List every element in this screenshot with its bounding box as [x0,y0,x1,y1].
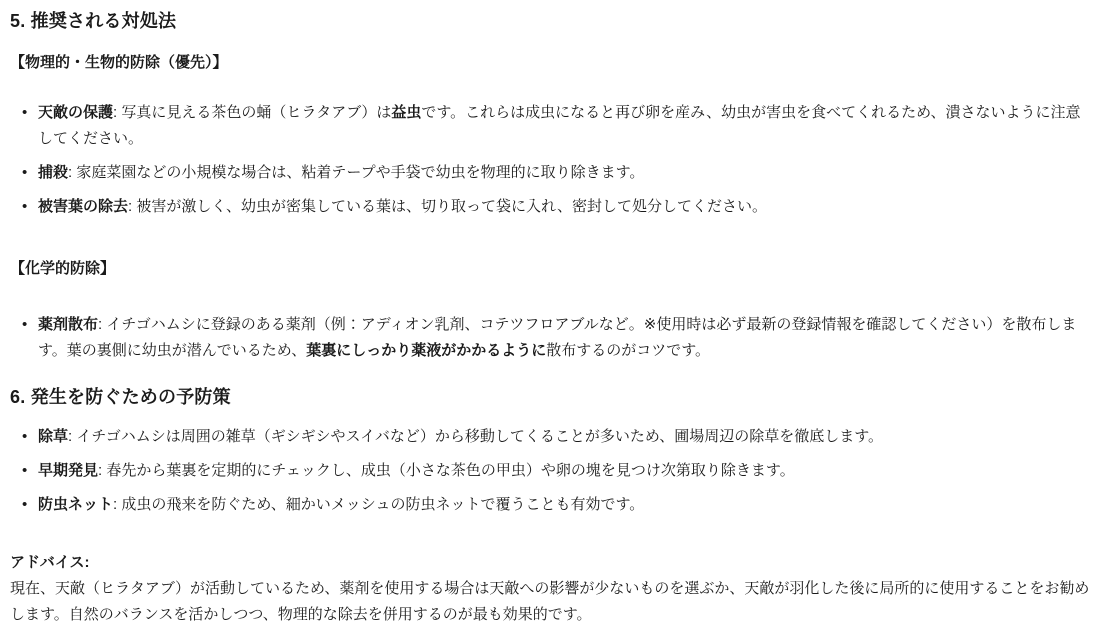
list-item-term: 天敵の保護 [38,104,114,121]
list-item-term: 被害葉の除去 [38,198,129,215]
list-item-natural-enemy-protection [38,100,1093,152]
list-item-text: : 被害が激しく、幼虫が密集している葉は、切り取って袋に入れ、密封して処分してください。 [128,198,767,215]
physical-biological-control-label: 【物理的・生物的防除（優先）】 [10,54,228,71]
list-item-weeding [38,424,1093,450]
list-item-term: 捕殺 [38,164,69,181]
list-item-term: 早期発見 [38,462,99,479]
list-item-term: 防虫ネット [38,496,114,513]
prevention-list [10,424,1093,518]
list-item-text: 散布するのがコツです。 [546,342,711,359]
list-item-text: : 家庭菜園などの小規模な場合は、粘着テープや手袋で幼虫を物理的に取り除きます。 [68,164,645,181]
list-item-emphasis: 益虫 [391,104,422,121]
list-item-hand-removal [38,160,1093,186]
list-item-term: 除草 [38,428,69,445]
list-item-emphasis: 葉裏にしっかり薬液がかかるように [306,342,547,359]
list-item-damaged-leaf-removal [38,194,1093,220]
chemical-control-label: 【化学的防除】 [10,260,116,277]
chemical-control-list [10,312,1093,364]
section-6-heading: 6. 発生を防ぐための予防策 [10,387,231,407]
list-item-text: です。これらは成虫になると再び卵を産み、幼虫が害虫を食べてくれるため、潰さないように注意してください。 [38,104,1081,147]
advice-label: アドバイス: [10,554,90,571]
list-item-text: : イチゴハムシは周囲の雑草（ギシギシやスイバなど）から移動してくることが多いため、圃場周辺の除草を徹底します。 [68,428,884,445]
list-item-term: 薬剤散布 [38,316,99,333]
list-item-text: : 成虫の飛来を防ぐため、細かいメッシュの防虫ネットで覆うことも有効です。 [113,496,645,513]
list-item-pesticide-spray [38,312,1093,364]
list-item-text: : 春先から葉裏を定期的にチェックし、成虫（小さな茶色の甲虫）や卵の塊を見つけ次第取り除きます。 [98,462,795,479]
physical-control-list [10,100,1093,220]
list-item-text: : 写真に見える茶色の蛹（ヒラタアブ）は [113,104,392,121]
advice-text: 現在、天敵（ヒラタアブ）が活動しているため、薬剤を使用する場合は天敵への影響が少ないものを選ぶか、天敵が羽化した後に局所的に使用することをお勧めします。自然のバランスを活かしつつ、物理的な除去を併用するのが最も効果的です。 [10,580,1090,623]
list-item-early-detection [38,458,1093,484]
list-item-insect-net [38,492,1093,518]
advice-paragraph [10,550,1093,628]
section-5-heading: 5. 推奨される対処法 [10,11,177,31]
list-item-text: : イチゴハムシに登録のある薬剤（例：アディオン乳剤、コテツフロアブルなど。※使用時は必ず最新の登録情報を確認してください）を散布します。葉の裏側に幼虫が潜んでいるため、 [38,316,1077,359]
